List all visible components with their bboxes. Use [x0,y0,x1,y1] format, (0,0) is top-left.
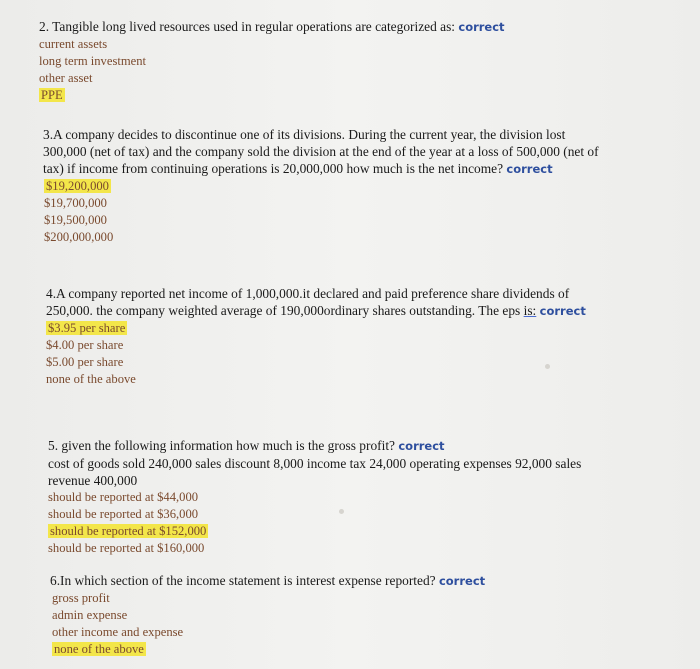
option-200000000: $200,000,000 [44,230,114,244]
question-6-stem [50,572,690,590]
option-19500000: $19,500,000 [44,213,107,227]
question-5-info-line-1: cost of goods sold 240,000 sales discount 8,000 income tax 24,000 operating expenses 92,000 sales [48,456,582,471]
question-2 [39,18,505,104]
option-3-95-selected [46,320,686,337]
option-44000: should be reported at $44,000 [48,490,199,504]
option-5-00: $5.00 per share [46,355,124,369]
option-none-of-the-above: none of the above [46,372,136,386]
correct-label: correct [506,162,553,176]
option-36000: should be reported at $36,000 [48,507,199,521]
question-5-text: 5. given the following information how much is the gross profit? [48,438,395,453]
question-3 [43,126,683,246]
correct-label: correct [398,439,445,453]
question-2-options [39,36,505,104]
question-3-line-1: 3.A company decides to discontinue one of its divisions. During the current year, the division lost [43,127,566,142]
option-19700000: $19,700,000 [44,196,107,210]
highlighted-answer: $19,200,000 [46,179,109,193]
option-none-of-the-above-selected [52,641,690,658]
question-6 [50,572,690,658]
question-2-text: 2. Tangible long lived resources used in regular operations are categorized as: [39,19,456,34]
question-5 [48,437,688,557]
question-3-stem [43,126,683,178]
option-long-term-investment: long term investment [39,54,147,68]
option-other-asset: other asset [39,71,93,85]
question-6-text: 6.In which section of the income statement is interest expense reported? [50,573,436,588]
question-6-options [50,590,690,658]
option-other-income-expense: other income and expense [52,625,184,639]
question-3-line-3: tax) if income from continuing operations is 20,000,000 how much is the net income? [43,161,504,176]
question-5-info-line-2: revenue 400,000 [48,473,138,488]
question-4-line-2: 250,000. the company weighted average of 190,000ordinary shares outstanding. The eps [46,303,521,318]
question-4-stem [46,285,686,320]
option-19200000-selected [44,178,683,195]
highlighted-answer: should be reported at $152,000 [50,524,207,538]
question-5-stem [48,437,688,489]
question-2-stem [39,18,505,36]
highlighted-answer: $3.95 per share [48,321,126,335]
question-4-line-1: 4.A company reported net income of 1,000,000.it declared and paid preference share dividends of [46,286,570,301]
question-4 [46,285,686,388]
smudge-mark [339,509,344,514]
option-ppe-selected [39,87,505,104]
question-4-options [46,320,686,388]
option-152000-selected [48,523,688,540]
correct-label: correct [438,574,486,588]
option-gross-profit: gross profit [52,591,110,605]
option-current-assets: current assets [39,37,108,51]
highlighted-answer: none of the above [54,642,144,656]
correct-label: correct [539,304,586,318]
question-5-options [48,489,688,557]
highlighted-answer: PPE [41,88,63,102]
option-160000: should be reported at $160,000 [48,541,205,555]
question-3-options [43,178,683,246]
question-3-line-2: 300,000 (net of tax) and the company sold the division at the end of the year at a loss of 500,000 (net of [43,144,599,159]
correct-label: correct [458,20,505,34]
smudge-mark [545,364,550,369]
option-4-00: $4.00 per share [46,338,124,352]
option-admin-expense: admin expense [52,608,128,622]
question-4-is-word: is: [523,303,537,318]
